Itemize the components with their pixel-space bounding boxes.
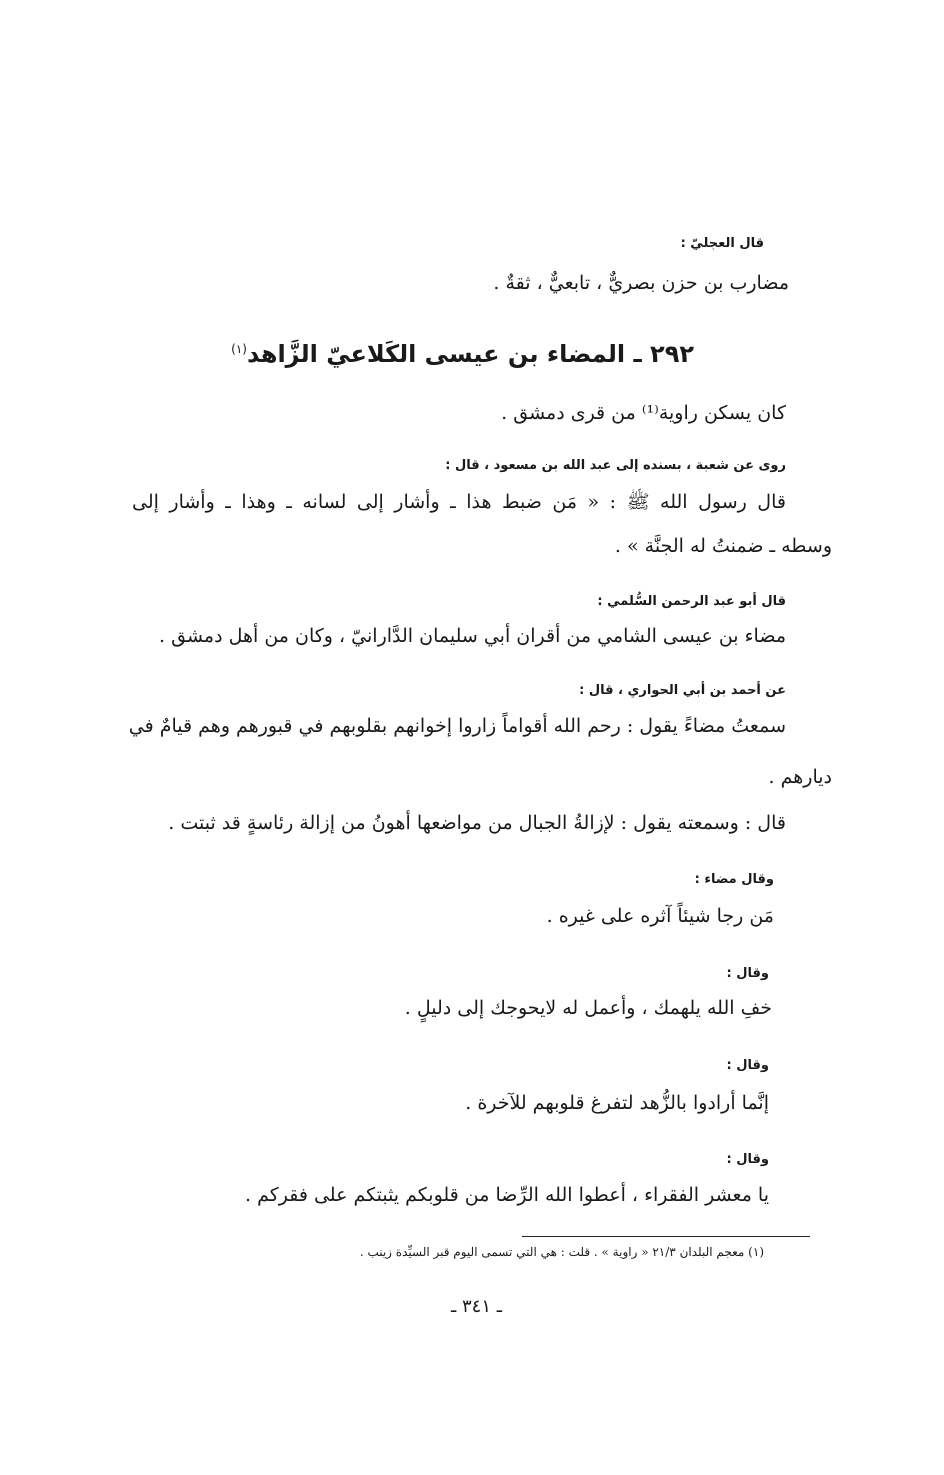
- section-label: عن أحمد بن أبي الحواري ، قال :: [579, 683, 786, 698]
- section-label: وقال مضاء :: [694, 872, 774, 887]
- footnote: (١) معجم البلدان ٢١/٣ « راوية » . قلت : هي التي تسمى اليوم قبر السيِّدة زينب .: [359, 1245, 764, 1259]
- entry-title: [231, 340, 694, 368]
- section-label: وقال :: [726, 1152, 769, 1167]
- entry-title-text: ٢٩٢ ـ المضاء بن عيسى الكَلاعيّ الزَّاهد: [246, 340, 694, 368]
- text-line: مَن رجا شيئاً آثره على غيره .: [546, 905, 774, 927]
- text-line: وسطه ـ ضمنتُ له الجنَّة » .: [614, 535, 832, 557]
- text-line: إنَّما أرادوا بالزُّهد لتفرغ قلوبهم للآخرة .: [465, 1092, 769, 1114]
- text-line: خفِ الله يلهمك ، وأعمل له لايحوجك إلى دليلٍ .: [404, 997, 772, 1019]
- section-label: وقال :: [726, 1058, 769, 1073]
- text-line: قال : وسمعته يقول : لإزالةُ الجبال من مواضعها أهونُ من إزالة رئاسةٍ قد ثبتت .: [168, 812, 786, 834]
- text-line: كان يسكن راوية⁽¹⁾ من قرى دمشق .: [501, 402, 786, 424]
- page-number: ـ ٣٤١ ـ: [450, 1296, 502, 1317]
- section-label: روى عن شعبة ، بسنده إلى عبد الله بن مسعود ، قال :: [445, 458, 786, 473]
- footnote-separator: [522, 1236, 810, 1237]
- text-line: سمعتُ مضاءً يقول : رحم الله أقواماً زاروا إخوانهم بقلوبهم في قبورهم وهم قيامٌ في: [128, 715, 786, 737]
- section-label: وقال :: [726, 966, 769, 981]
- text-line: مضاء بن عيسى الشامي من أقران أبي سليمان الدَّارانيّ ، وكان من أهل دمشق .: [159, 625, 786, 647]
- text-line: ديارهم .: [768, 766, 832, 788]
- section-label: قال العجليّ :: [680, 236, 764, 251]
- text-line: مضارب بن حزن بصريٌّ ، تابعيٌّ ، ثقةٌ .: [493, 272, 789, 294]
- text-line: قال رسول الله ﷺ : « مَن ضبط هذا ـ وأشار إلى لسانه ـ وهذا ـ وأشار إلى: [132, 491, 786, 513]
- text-line: يا معشر الفقراء ، أعطوا الله الرِّضا من قلوبكم يثبتكم على فقركم .: [244, 1184, 769, 1206]
- section-label: قال أبو عبد الرحمن السُّلمي :: [597, 594, 786, 609]
- footnote-ref: (١): [231, 342, 247, 356]
